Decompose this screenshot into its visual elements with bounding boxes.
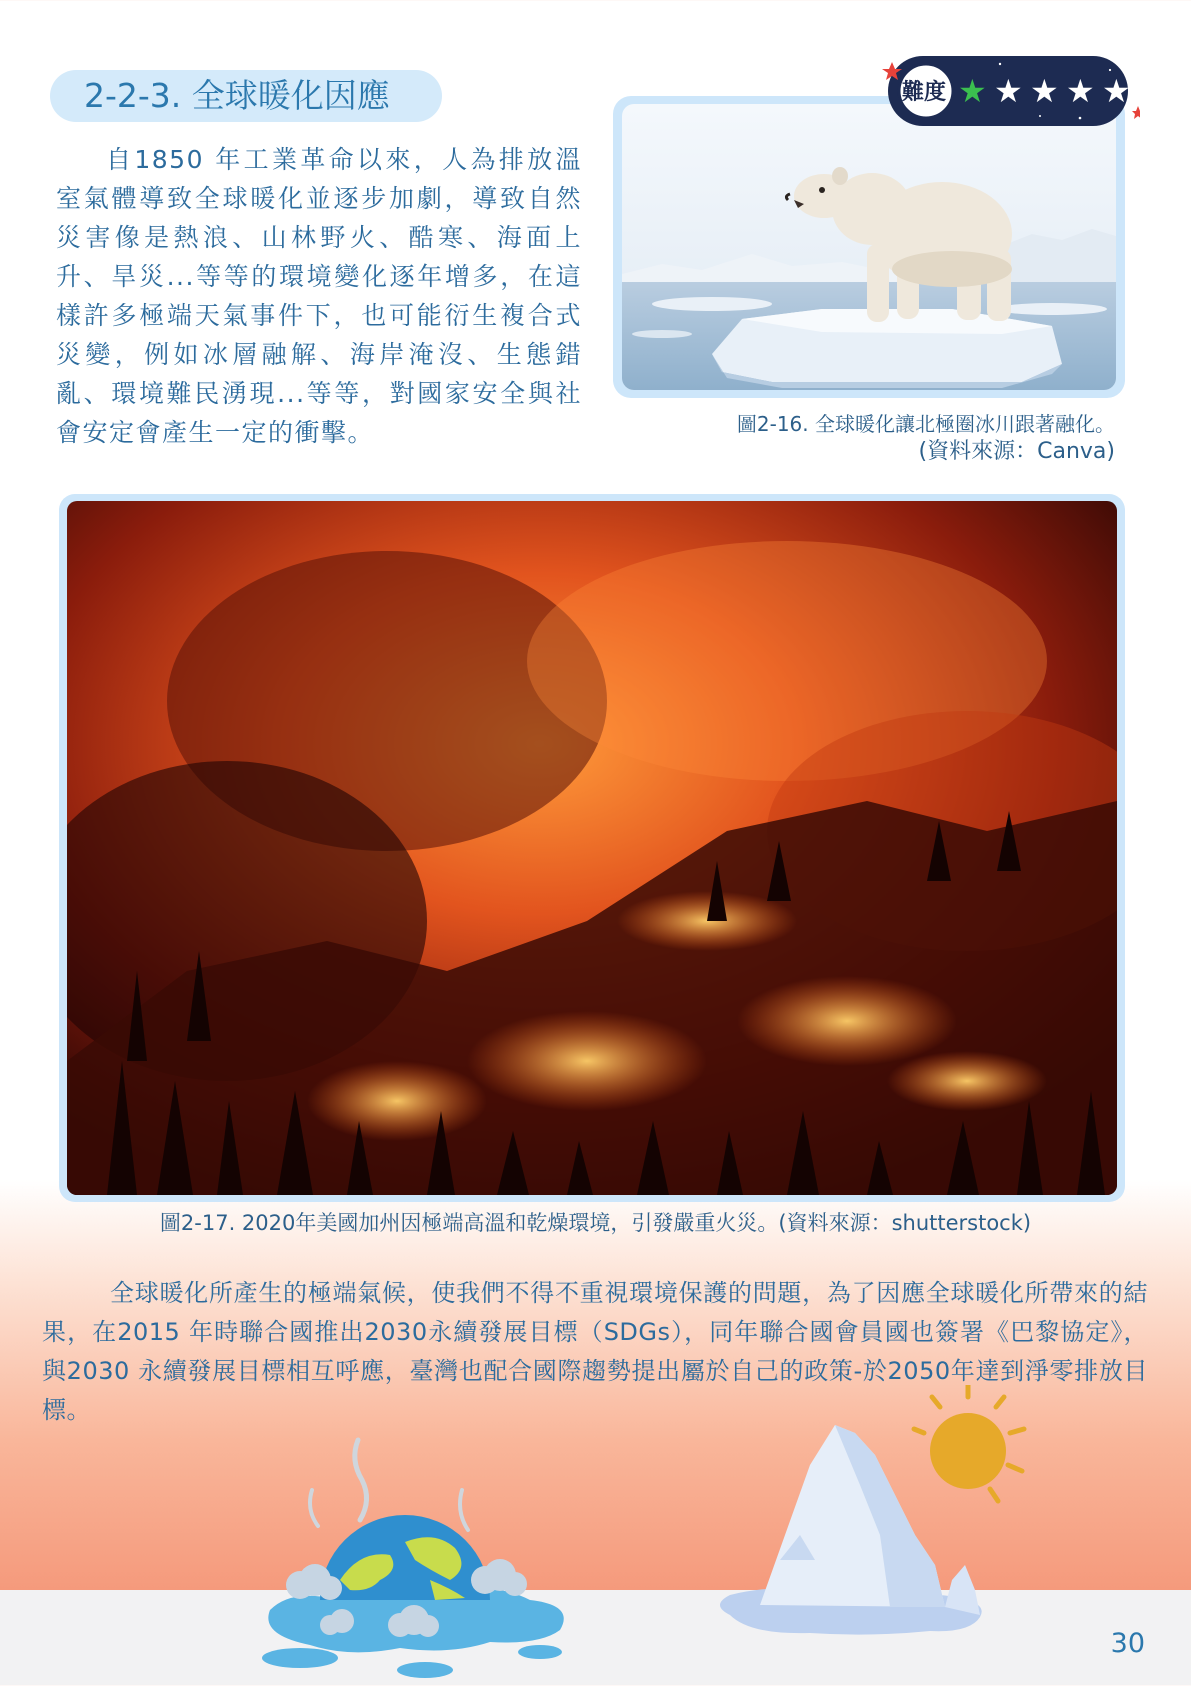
figure-2-16-caption: [737, 410, 1115, 466]
difficulty-label: 難度: [902, 80, 947, 105]
section-title: 2-2-3. 全球暖化因應: [50, 70, 442, 122]
page-number: 30: [1110, 1628, 1145, 1659]
iceberg-sun-illustration: [690, 1385, 1030, 1645]
star-3-empty-icon: ★: [1030, 72, 1059, 110]
star-2-empty-icon: ★: [994, 72, 1023, 110]
figure-polar-bear: [613, 96, 1125, 398]
difficulty-badge: [880, 56, 1140, 126]
figure-wildfire: [59, 494, 1125, 1202]
caption-text: 圖2-16. 全球暖化讓北極圈冰川跟著融化。: [736, 412, 1115, 436]
star-4-empty-icon: ★: [1066, 72, 1095, 110]
intro-paragraph: 自1850 年工業革命以來，人為排放溫室氣體導致全球暖化並逐步加劇，導致自然災害像是熱浪、山林野火、酷寒、海面上升、旱災...等等的環境變化逐年增多，在這樣許多極端天氣事件下，也可能衍生複合式災變，例如冰層融解、海岸淹沒、生態錯亂、環境難民湧現...等等，對國家安全與社會安定會產生一定的衝擊。: [56, 145, 582, 447]
body-paragraph: 全球暖化所產生的極端氣候，使我們不得不重視環境保護的問題，為了因應全球暖化所帶來的結果，在2015 年時聯合國推出2030永續發展目標（SDGs），同年聯合國會員國也簽署《巴黎協定》，與2030 永續發展目標相互呼應，臺灣也配合國際趨勢提出屬於自己的政策-於2050年達到淨零排放目標。: [42, 1279, 1148, 1424]
polar-bear-photo: [622, 104, 1116, 390]
star-5-empty-icon: ★: [1102, 72, 1131, 110]
melting-earth-illustration: [230, 1430, 610, 1685]
wildfire-photo: [67, 501, 1117, 1195]
star-1-filled-icon: ★: [958, 72, 987, 110]
difficulty-stars: [958, 72, 1131, 110]
caption-source: (資料來源：Canva): [918, 439, 1115, 464]
figure-2-17-caption: 圖2-17. 2020年美國加州因極端高溫和乾燥環境，引發嚴重火災。(資料來源：shutterstock): [159, 1211, 1032, 1235]
